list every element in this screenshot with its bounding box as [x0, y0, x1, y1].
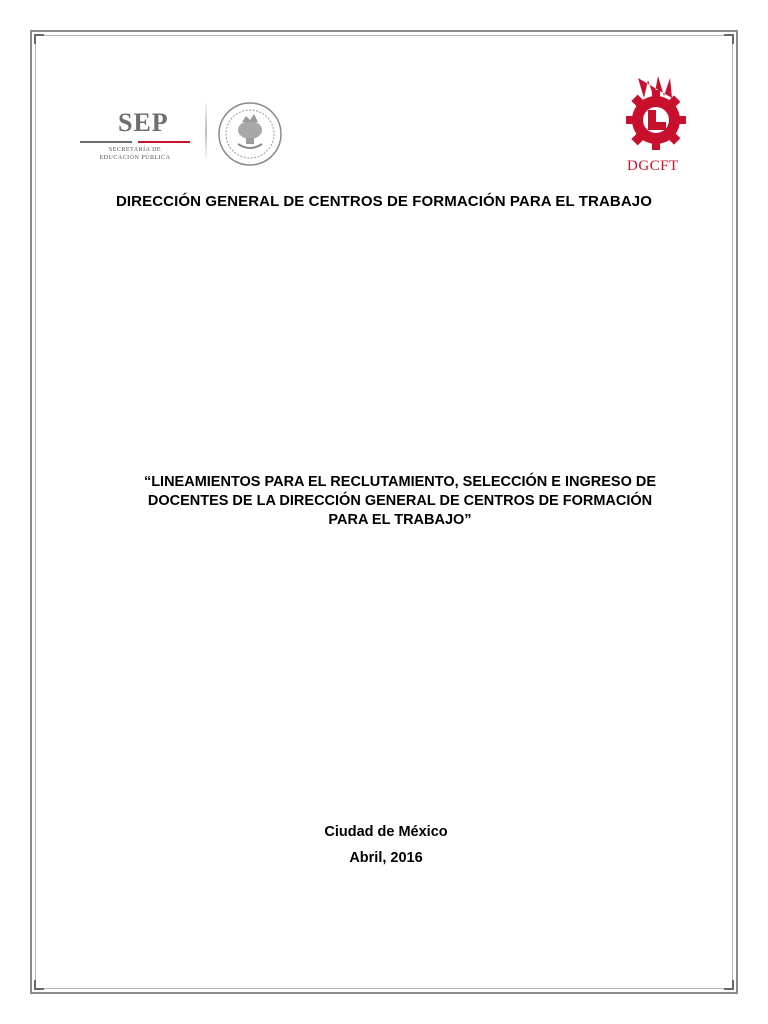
- document-title-line3: PARA EL TRABAJO”: [328, 512, 472, 528]
- organization-title: DIRECCIÓN GENERAL DE CENTROS DE FORMACIÓN PARA EL TRABAJO: [115, 193, 652, 210]
- place-and-date: [0, 819, 768, 871]
- border-corner-top-left: [34, 34, 44, 44]
- gear-icon: [618, 68, 698, 158]
- city-text: Ciudad de México: [324, 824, 448, 840]
- national-seal-icon: [216, 100, 284, 168]
- border-corner-bottom-right: [724, 980, 734, 990]
- border-corner-top-right: [724, 34, 734, 44]
- sep-logo: [80, 108, 200, 168]
- document-title-line1: “LINEAMIENTOS PARA EL RECLUTAMIENTO, SELECCIÓN E INGRESO DE: [143, 474, 657, 490]
- dgcft-wordmark: DGCFT: [627, 158, 679, 174]
- sep-logo-red-bar: [138, 141, 190, 143]
- sep-logo-gray-bar: [80, 141, 132, 143]
- sep-subtitle-line2: EDUCACIÓN PÚBLICA: [99, 155, 171, 161]
- document-title-line2: DOCENTES DE LA DIRECCIÓN GENERAL DE CENTROS DE FORMACIÓN: [147, 493, 653, 509]
- document-title: [130, 473, 670, 530]
- sep-subtitle-line1: SECRETARÍA DE: [108, 147, 162, 153]
- dgcft-logo: [618, 68, 698, 178]
- logo-divider: [205, 100, 207, 162]
- sep-subtitle: [80, 146, 190, 162]
- sep-wordmark: SEP: [118, 108, 169, 137]
- date-text: Abril, 2016: [349, 850, 423, 866]
- border-corner-bottom-left: [34, 980, 44, 990]
